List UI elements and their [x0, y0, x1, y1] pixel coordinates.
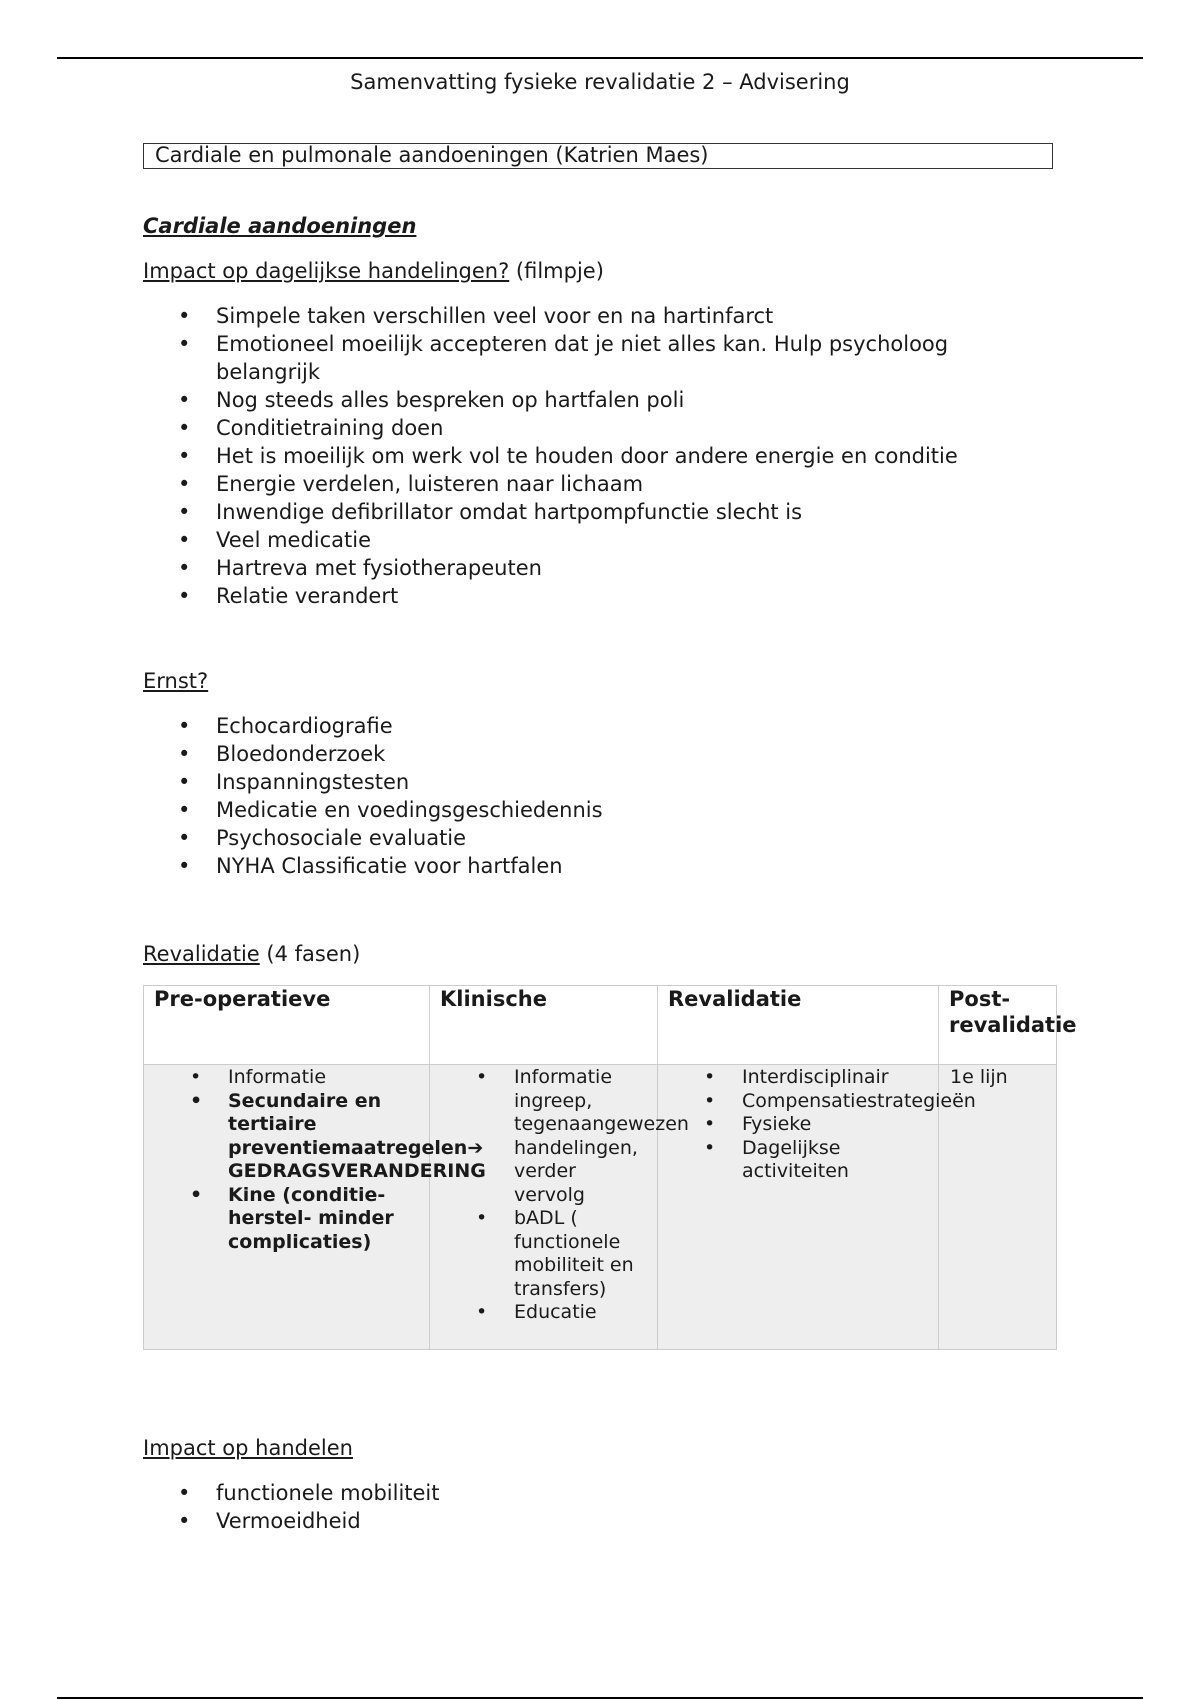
table-row — [144, 1065, 1057, 1350]
severity-list — [143, 712, 1023, 880]
rehab-heading-text: Revalidatie — [143, 942, 260, 966]
list-item: • Informatie ingreep, tegenaangewezen handelingen, verder vervolg — [431, 1066, 656, 1207]
impact-daily-heading-text: Impact op dagelijkse handelingen? — [143, 259, 510, 283]
impact-action-heading-text: Impact op handelen — [143, 1436, 353, 1460]
list-item: • Simpele taken verschillen veel voor en na hartinfarct — [143, 302, 1023, 330]
list-item: • Energie verdelen, luisteren naar lichaam — [143, 470, 1023, 498]
section-heading: Cardiale aandoeningen — [143, 214, 417, 238]
course-title-box: Cardiale en pulmonale aandoeningen (Katrien Maes) — [143, 143, 1053, 169]
severity-heading-text: Ernst? — [143, 669, 209, 693]
cell-post-rehabilitation: 1e lijn — [939, 1065, 1057, 1350]
list-item: • Compensatiestrategieën — [659, 1090, 937, 1114]
severity-heading — [143, 669, 208, 693]
cell-preoperative — [144, 1065, 486, 1350]
list-item: • Emotioneel moeilijk accepteren dat je niet alles kan. Hulp psycholoog belangrijk — [143, 330, 1023, 386]
column-header-clinical: Klinische — [430, 986, 658, 1065]
cell-clinical — [430, 1065, 689, 1350]
column-header-preoperative: Pre-operatieve — [144, 986, 430, 1065]
list-item: • Bloedonderzoek — [143, 740, 1023, 768]
list-item: • Medicatie en voedingsgeschiedennis — [143, 796, 1023, 824]
column-header-post-rehabilitation: Post-revalidatie — [939, 986, 1057, 1065]
list-item: • Vermoeidheid — [143, 1507, 1023, 1535]
table-header-row — [144, 986, 1057, 1065]
cell-rehabilitation — [658, 1065, 976, 1350]
list-item: • Veel medicatie — [143, 526, 1023, 554]
impact-action-heading — [143, 1436, 353, 1460]
page-title: Samenvatting fysieke revalidatie 2 – Advisering — [350, 70, 850, 94]
list-item: • Fysieke — [659, 1113, 937, 1137]
list-item: • Kine (conditie-herstel- minder complicaties) — [145, 1184, 428, 1255]
rehab-heading-suffix: (4 fasen) — [259, 942, 361, 966]
list-item: • Informatie — [145, 1066, 428, 1090]
list-item: • Interdisciplinair — [659, 1066, 937, 1090]
list-item: • Relatie verandert — [143, 582, 1023, 610]
list-item: • functionele mobiliteit — [143, 1479, 1023, 1507]
list-item: • Conditietraining doen — [143, 414, 1023, 442]
list-item: • Het is moeilijk om werk vol te houden door andere energie en conditie — [143, 442, 1023, 470]
list-item: • Echocardiografie — [143, 712, 1023, 740]
list-item: • Nog steeds alles bespreken op hartfalen poli — [143, 386, 1023, 414]
list-item: • Inspanningstesten — [143, 768, 1023, 796]
list-item: • NYHA Classificatie voor hartfalen — [143, 852, 1023, 880]
list-item: • Secundaire en tertiaire preventiemaatregelen➔ GEDRAGSVERANDERING — [145, 1090, 428, 1184]
column-header-rehabilitation: Revalidatie — [658, 986, 939, 1065]
list-item: • Dagelijkse activiteiten — [659, 1137, 937, 1184]
impact-action-list — [143, 1479, 1023, 1535]
rehab-heading — [143, 942, 360, 966]
list-item: • bADL ( functionele mobiliteit en transfers) — [431, 1207, 656, 1301]
header-rule — [57, 57, 1143, 59]
list-item: • Inwendige defibrillator omdat hartpompfunctie slecht is — [143, 498, 1023, 526]
impact-daily-list — [143, 302, 1023, 610]
footer-rule — [57, 1697, 1143, 1699]
impact-daily-heading-suffix: (filmpje) — [509, 259, 604, 283]
list-item: • Psychosociale evaluatie — [143, 824, 1023, 852]
list-item: • Educatie — [431, 1301, 656, 1325]
rehab-phases-table — [143, 985, 1077, 1350]
impact-daily-heading — [143, 259, 604, 283]
list-item: • Hartreva met fysiotherapeuten — [143, 554, 1023, 582]
